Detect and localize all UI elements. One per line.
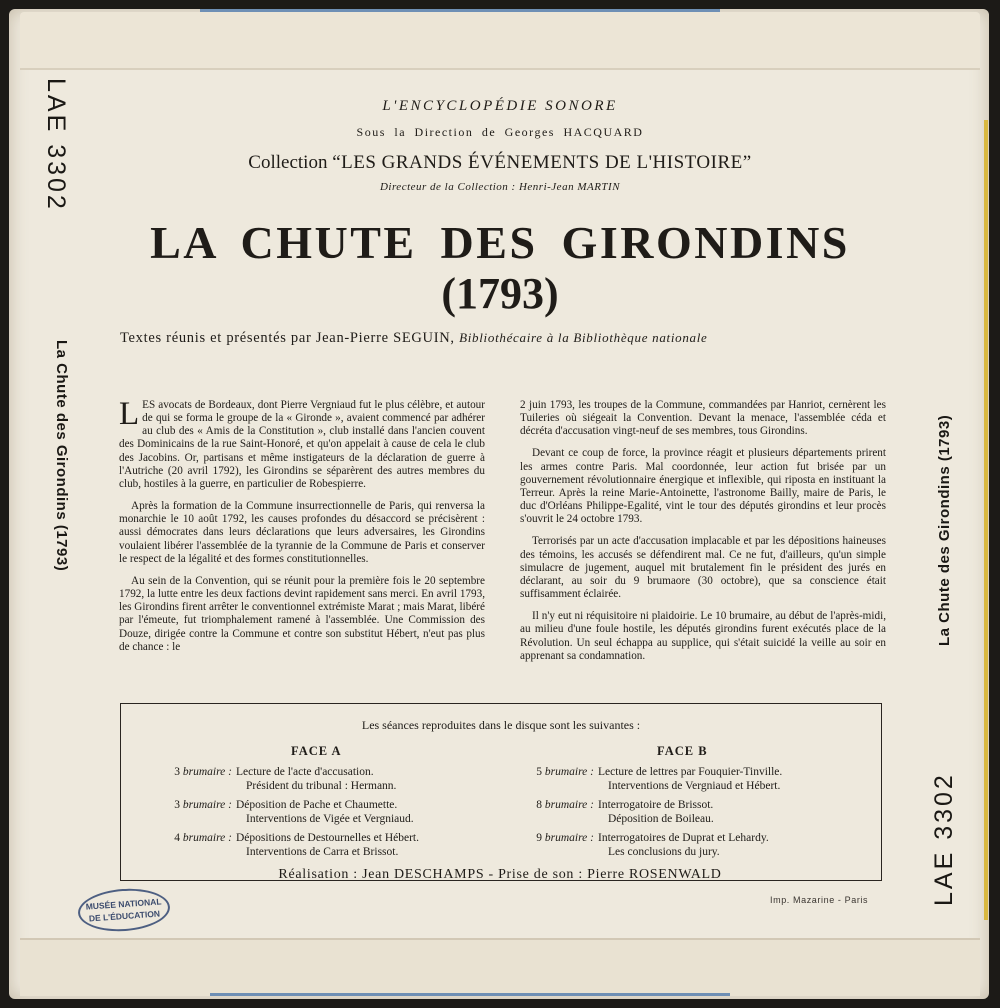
- bottom-fold: [20, 938, 980, 996]
- album-year: (1793): [441, 269, 559, 318]
- sessions-box: Les séances reproduites dans le disque sont les suivantes : FACE A FACE B 3 brumaire : Lecture de l'acte d'accusation. Président du tribunal : Hermann. 3 brumaire : Déposition de Pache et Chaumette. Interventions de Vigée et Vergniaud. 4 brumaire : Dépositions de Destournelles et Hébert. Interventions de Carra et Brissot. 5 brumaire : Lecture de lettres par Fouquier-Tinville. Interventions de Vergniaud et Hébert. 8 brumaire : Interrogatoire de Brissot. Déposition de Boileau. 9 brumaire : Interrogatoires de Duprat et Lehardy. Les conclusions du jury.: [120, 703, 882, 881]
- collection-prefix: Collection: [248, 152, 328, 173]
- museum-stamp: MUSÉE NATIONAL DE L'ÉDUCATION: [77, 886, 172, 934]
- collection-director: Directeur de la Collection : Henri-Jean MARTIN: [379, 181, 621, 193]
- face-a-heading: FACE A: [291, 744, 342, 758]
- top-fold: [20, 12, 980, 70]
- top-edge-stripe: [200, 9, 720, 12]
- collection-name: “LES GRANDS ÉVÉNEMENTS DE L'HISTOIRE”: [332, 152, 752, 173]
- credits-line: [120, 330, 888, 347]
- paragraph: LES avocats de Bordeaux, dont Pierre Vergniaud fut le plus célèbre, et autour de qui se forma le groupe de la « Gironde », avaient commencé par adhérer au club des « Amis de la Constitution », club installé dans l'ancien couvent des Dominicains de la rue Saint-Honoré, et qu'on appelait à cause de cela le club des Jacobins. Or, partisans et même instigateurs de la déclaration de guerre à l'Autriche (20 avril 1792), les Girondins se séparèrent des autres membres du club, hostiles à la guerre, en particulier de Robespierre.: [119, 396, 485, 490]
- catalog-number-left: LAE 3302: [42, 78, 70, 212]
- catalog-number-right: LAE 3302: [930, 772, 958, 906]
- credits-role: Bibliothécaire à la Bibliothèque nationale: [459, 330, 708, 345]
- paragraph: Il n'y eut ni réquisitoire ni plaidoirie. Le 10 brumaire, au début de l'après-midi, au milieu d'une foule hostile, les députés girondins furent exécutés place de la Révolution. Un seul échappa au supplice, qui s'était suicidé la veille au soir en apprenant sa condamnation.: [520, 610, 886, 662]
- sessions-intro: Les séances reproduites dans le disque sont les suivantes :: [361, 718, 641, 732]
- encyclopedia-name: L'ENCYCLOPÉDIE SONORE: [382, 98, 618, 114]
- drop-cap: L: [119, 396, 140, 432]
- paragraph: 2 juin 1793, les troupes de la Commune, commandées par Hanriot, cernèrent les Tuileries où siégeait la Convention. Devant la menace, l'assemblée céda et décréta d'accusation vingt-neuf de ses membres, tous Girondins.: [520, 399, 886, 438]
- face-b-heading: FACE B: [657, 744, 708, 758]
- paragraph: Terrorisés par un acte d'accusation implacable et par les dépositions haineuses des témoins, les accusés se défendirent mal. Ce ne fut, d'ailleurs, qu'un simple simulacre de jugement, auquel mit brutalement fin le président des jurés en déclarant, au soir du 9 brumaore (30 octobre), que sa conscience était suffisamment éclairée.: [520, 535, 886, 601]
- credits-text: Textes réunis et présentés par Jean-Pierre SEGUIN,: [120, 330, 455, 346]
- bottom-edge-stripe: [210, 993, 730, 996]
- paragraph: Devant ce coup de force, la province réagit et plusieurs départements prirent les armes contre Paris. Mal coordonnée, leur action fut brisée par un gouvernement révolutionnaire énergique et inflexible, qui riposta en instituant la Terreur. Après la reine Marie-Antoinette, l'astronome Bailly, maire de Paris, le duc d'Orléans Philippe-Egalité, vint le tour des députés girondins et leur procès s'ouvrit le 24 octobre 1793.: [520, 447, 886, 526]
- paragraph: Après la formation de la Commune insurrectionnelle de Paris, qui renversa la monarchie le 10 août 1792, les causes profondes du désaccord se précisèrent : aussi démocrates dans leurs déclarations que leurs adversaires, les Girondins voulaient libérer l'assemblée de la tyrannie de la Commune de Paris et conserver le respect de la légalité et des formes constitutionnelles.: [119, 500, 485, 565]
- paragraph: Au sein de la Convention, qui se réunit pour la première fois le 20 septembre 1792, la lutte entre les deux factions devint rapidement sans merci. En avril 1793, les Girondins firent arrêter le conventionnel extrémiste Marat ; mais Marat, libéré par l'émeute, fut triomphalement ramené à l'assemblée. Une Commission des Douze, dirigée contre la Commune et contre son substitut Hébert, n'eut pas plus de chance : le: [119, 574, 485, 653]
- album-title: LA CHUTE DES GIRONDINS: [150, 217, 850, 268]
- series-direction: Sous la Direction de Georges HACQUARD: [356, 125, 644, 139]
- spine-title-right: La Chute des Girondins (1793): [936, 414, 953, 646]
- production-credits: Réalisation : Jean DESCHAMPS - Prise de son : Pierre ROSENWALD: [278, 867, 722, 882]
- right-edge-stripe: [984, 120, 988, 920]
- body-column-right: [520, 399, 886, 672]
- printer-credit: Imp. Mazarine - Paris: [770, 895, 869, 905]
- body-column-left: [119, 396, 485, 663]
- spine-title-left: La Chute des Girondins (1793): [53, 340, 70, 572]
- collection-line: [100, 152, 900, 174]
